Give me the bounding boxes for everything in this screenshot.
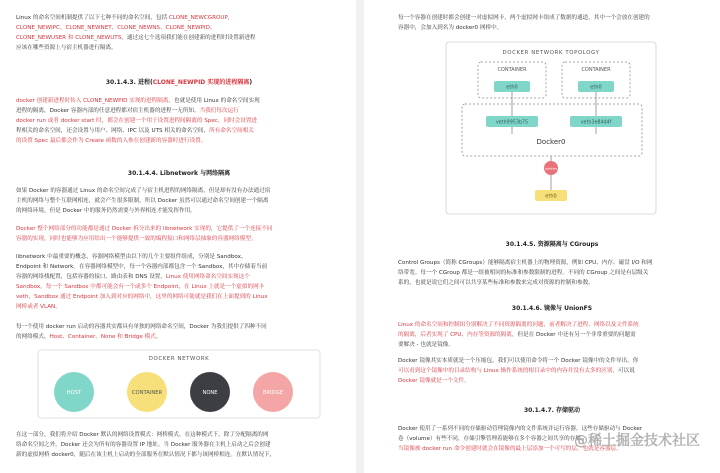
veth-label-left: veth9953b75 bbox=[495, 120, 529, 126]
highlight-text: 的隔离，后者实现了 CPU、内存等资源的隔离， bbox=[398, 332, 518, 338]
docker-network-svg bbox=[16, 348, 342, 420]
highlight-text: CLONE_NEWUSER 和 CLONE_NEWUTS bbox=[16, 35, 122, 41]
heading-highlight: CLONE_NEWPID 实现的进程隔离 bbox=[152, 79, 250, 86]
text: 进程的隔离，Docker 容器内部的任意进程都对宿主机器的进程一无所知。 bbox=[16, 108, 200, 114]
text: 络带宽。每一个 CGroup 都是一组被相同的标准和参数限制的进程。不同的 CGroup 之间是有层级关 bbox=[398, 270, 649, 276]
highlight-text: 的设置 Spec 最后都会作为 Create 函数的入参在创建新的容器时进行设置。 bbox=[16, 138, 207, 144]
text: 每一个使用 docker run 启动的容器其实都具有单独的网络命名空间，Docker 为我们提供了四种不同 bbox=[16, 324, 267, 330]
text: Linux 的命名空间机制提供了以下七种不同的命名空间，包括 bbox=[16, 15, 169, 21]
paragraph-image bbox=[398, 356, 706, 386]
docker0-bridge-label: Docker0 bbox=[536, 138, 566, 146]
container-label-left: CONTAINER bbox=[497, 67, 527, 73]
highlight-text: 所有命名空间相关 bbox=[209, 128, 254, 134]
heading-text: ) bbox=[249, 79, 253, 86]
highlight-text: Host、Container、None 和 Bridge 模式 bbox=[49, 334, 156, 340]
eth0-label-left: eth0 bbox=[506, 84, 518, 91]
eth0-label-right: eth0 bbox=[590, 84, 602, 91]
host-mode-label: HOST bbox=[66, 390, 82, 396]
highlight-text: docker run 或者 docker start 时，都会在创建一个用于设置进程间隔离的 Spec， bbox=[16, 118, 224, 124]
highlight-text: 容器的实现，同时也能够为应用给出一个能够提供一致的编程接口和网络层抽象的容器网络模型。 bbox=[16, 236, 257, 242]
text: 应该在哪些资源上与宿主机器进行隔离。 bbox=[16, 45, 117, 51]
text: Control Groups（简称 CGroups）能够隔离宿主机器上的物理资源，例如 CPU、内存、磁盘 I/O 和网 bbox=[398, 260, 653, 266]
container-mode-label: CONTAINER bbox=[131, 390, 163, 396]
heading-libnetwork: 30.1.4.4. Libnetwork 与网络隔离 bbox=[127, 170, 231, 177]
text: Docker 使用了一系列不同的存储驱动管理镜像内的文件系统并运行容器，这些存储驱动与 Docker bbox=[398, 426, 643, 432]
highlight-text: Docker 镜像就是一个文件。 bbox=[398, 378, 470, 384]
highlight-text: 同时会设置进 bbox=[223, 118, 258, 124]
heading-storage-driver: 30.1.4.7. 存储驱动 bbox=[523, 407, 581, 414]
network-topology-svg bbox=[398, 40, 706, 216]
heading-cgroups: 30.1.4.5. 资源隔离与 CGroups bbox=[505, 241, 599, 248]
text: 在这一部分，我们将介绍 Docker 默认的网络设置模式：网桥模式。在这种模式下，除了分配隔离的网 bbox=[16, 432, 269, 438]
none-mode-label: NONE bbox=[202, 390, 218, 396]
text: 每一个容器在创建时都会创建一对虚拟网卡，两个虚拟网卡组成了数据的通道，其中一个会放在创建的 bbox=[398, 15, 650, 21]
text: 新的虚拟网桥 docker0，随后在该主机上启动的全部服务在默认情况下都与该网桥相连。在默认情况下， bbox=[16, 452, 276, 458]
highlight-text: veth，Sandbox 通过 Endpoint 加入到对应的网络中，这里的网络可能就是我们在上面提到的 Linux bbox=[16, 294, 268, 300]
text: 卷（volume）有些不同，存储引擎管理着能够在多个容器之间共享的存储。 bbox=[398, 436, 587, 442]
text: Endpoint 和 Network。在容器网络模型中，每一个容器内部都包含一个 Sandbox，其中存储着当前 bbox=[16, 264, 268, 270]
paragraph-veth bbox=[398, 13, 706, 33]
left-page bbox=[0, 0, 356, 473]
text: 主机的网络与整个互联网相连，就会产生很多限制，所以 Docker 虽然可以通过命名空间创建一个隔离 bbox=[16, 198, 269, 204]
text: 。 bbox=[155, 334, 162, 340]
highlight-text: Docker 整个网络部分的功能都是通过 Docker 拆分出来的 libnetwork 实现的，它提供了一个连接不同 bbox=[16, 226, 273, 232]
bridge-mode-label: BRIDGE bbox=[263, 390, 283, 396]
highlight-text: 当我们每次运行 bbox=[199, 108, 239, 114]
paragraph-network-modes bbox=[16, 322, 342, 342]
right-page bbox=[364, 0, 720, 473]
paragraph-namespaces bbox=[16, 13, 342, 53]
highlight-text: Linux 的命名空间和控制组分别解决了不同资源隔离的问题，前者解决了进程、网络以及文件系统 bbox=[398, 322, 639, 328]
heading-text: 30.1.4.3. 进程( bbox=[105, 79, 153, 86]
docker-network-diagram bbox=[16, 348, 342, 420]
highlight-text: 可以看到这个镜像中的目录结构与 Linux 操作系统的根目录中的内容并没有太多的区别， bbox=[398, 368, 619, 374]
diagram-title: DOCKER NETWORK bbox=[148, 356, 210, 362]
text: 的网络环境，但是 Docker 中的服务仍然需要与外界相连才能发挥作用。 bbox=[16, 208, 196, 214]
text: 可以说 bbox=[618, 368, 635, 374]
container-label-right: CONTAINER bbox=[581, 67, 611, 73]
highlight-text: Sandbox，每一个 Sandbox 中都可能会有一个或多个 Endpoint，在 Linux 上就是一个虚拟的网卡 bbox=[16, 284, 265, 290]
text: ，通过这七个选项我们能在创建新的进程时设置新进程 bbox=[121, 35, 256, 41]
text: Docker 镜像其实本质就是一个压缩包，我们可以使用命令将一个 Docker 镜像中的文件导出，你 bbox=[398, 358, 639, 364]
text: 的网络模式， bbox=[16, 334, 50, 340]
topology-title: DOCKER NETWORK TOPOLOGY bbox=[502, 50, 600, 56]
text: 络命名空间之外，Docker 还会为所有的容器设置 IP 地址。当 Docker 服务器在主机上启动之后会创建 bbox=[16, 442, 271, 448]
iptables-label: iptables bbox=[545, 166, 557, 171]
host-eth0-label: eth0 bbox=[545, 193, 557, 200]
text: 但是在 Docker 中还有另一个非常重要的问题需 bbox=[517, 332, 636, 338]
highlight-text: CLONE_NEWIPC、CLONE_NEWNET、CLONE_NEWNS、CLONE_NEWPID、 bbox=[16, 25, 216, 31]
paragraph-network-3 bbox=[16, 252, 342, 312]
highlight-text: docker 创建新进程时传入 CLONE_NEWPID 实现的进程隔离， bbox=[16, 98, 174, 104]
veth-label-right: veth3e84d4f bbox=[580, 120, 612, 126]
text: 系的，也就是说它们之间可以共享某些标准和参数来完成对资源的控制和参数。 bbox=[398, 280, 594, 286]
highlight-text: 当镜像被 docker run 命令创建时就会在镜像的最上层添加一个可写的层，也就是容器层， bbox=[398, 446, 622, 452]
heading-unionfs: 30.1.4.6. 镜像与 UnionFS bbox=[511, 305, 593, 312]
highlight-text: Linux 使用网络命名空间实现这个 bbox=[165, 274, 250, 280]
paragraph-network-2 bbox=[16, 224, 342, 244]
paragraph-network-1 bbox=[16, 186, 342, 216]
paragraph-process-isolation bbox=[16, 96, 342, 146]
watermark: @稀土掘金技术社区 bbox=[574, 433, 700, 449]
text: 也就是使用 Linux 的命名空间实现 bbox=[174, 98, 260, 104]
heading-process-isolation bbox=[16, 78, 342, 88]
text: 如果 Docker 的容器通过 Linux 的命名空间完成了与宿主机进程的网络隔离，但是却有没有办法通过宿 bbox=[16, 188, 271, 194]
network-topology-diagram bbox=[398, 40, 706, 216]
paragraph-cgroups bbox=[398, 258, 706, 288]
page-gutter bbox=[356, 0, 364, 473]
highlight-text: 网桥或者 VLAN。 bbox=[16, 304, 61, 310]
text: libnetwork 中最重要的概念，容器网络模型由以下的几个主要组件组成，分别是 Sandbox、 bbox=[16, 254, 247, 260]
paragraph-bridge-mode bbox=[16, 430, 342, 460]
highlight-text: CLONE_NEWCGROUP， bbox=[168, 15, 234, 21]
text: 程相关的命名空间，还会设置与用户、网络、IPC 以及 UTS 相关的命名空间， bbox=[16, 128, 210, 134]
text: 要解决 - 也就是镜像。 bbox=[398, 342, 454, 348]
text: 容器中，会加入到名为 docker0 网桥中。 bbox=[398, 25, 503, 31]
paragraph-unionfs bbox=[398, 320, 706, 350]
text: 容器的网络栈配置，包括容器的接口、路由表和 DNS 设置， bbox=[16, 274, 166, 280]
